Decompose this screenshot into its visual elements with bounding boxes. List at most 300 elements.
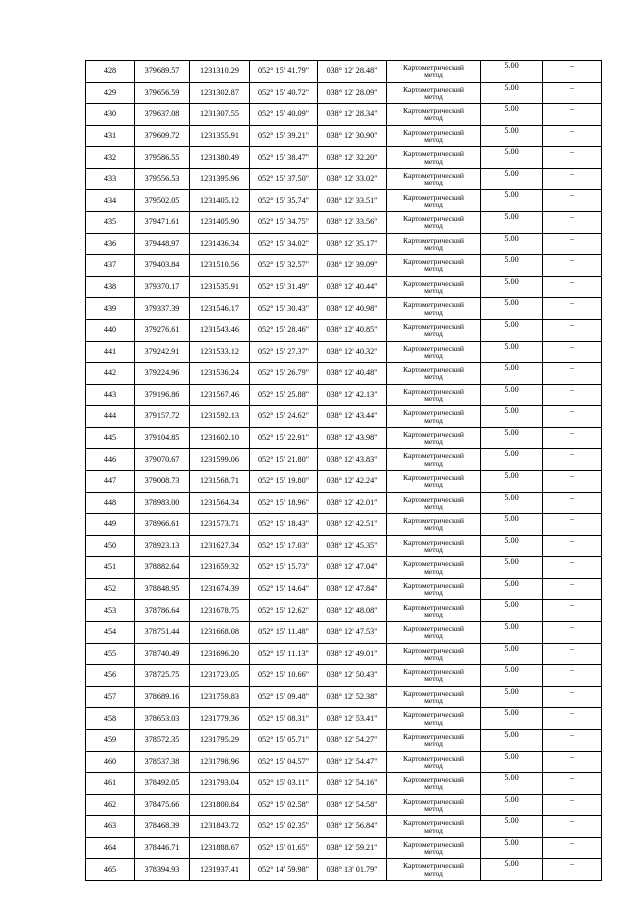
method-line-2: метод [424,458,443,468]
y-coordinate-cell: 1231567.46 [190,384,250,406]
method-line-2: метод [424,847,443,857]
longitude-cell: 038° 12' 28.09" [318,82,387,104]
x-coordinate-cell: 378689.16 [135,686,190,708]
y-coordinate-cell: 1231759.83 [190,686,250,708]
point-number-cell: 459 [86,729,135,751]
x-coordinate-cell: 378446.71 [135,837,190,859]
longitude-cell: 038° 12' 40.98" [318,298,387,320]
longitude-cell: 038° 12' 54.58" [318,794,387,816]
y-coordinate-cell: 1231659.32 [190,557,250,579]
point-number-cell: 428 [86,61,135,83]
method-line-1: Картометрический [403,429,464,439]
method-cell [387,190,481,212]
point-number-cell: 434 [86,190,135,212]
accuracy-cell: 5.00 [481,427,543,449]
longitude-cell: 038° 12' 30.90" [318,125,387,147]
description-cell: – [543,773,602,795]
method-line-2: метод [424,480,443,490]
table-row [86,449,602,471]
y-coordinate-cell: 1231888.67 [190,837,250,859]
description-cell: – [543,298,602,320]
method-line-1: Картометрический [403,408,464,418]
point-number-cell: 448 [86,492,135,514]
method-line-2: метод [424,803,443,813]
description-cell: – [543,363,602,385]
accuracy-cell: 5.00 [481,859,543,881]
table-row [86,104,602,126]
description-cell: – [543,212,602,234]
point-number-cell: 438 [86,276,135,298]
table-row [86,535,602,557]
latitude-cell: 052° 15' 17.03" [250,535,318,557]
method-line-2: метод [424,717,443,727]
table-row [86,600,602,622]
accuracy-cell: 5.00 [481,319,543,341]
method-line-1: Картометрический [403,127,464,137]
description-cell: – [543,600,602,622]
method-line-1: Картометрический [403,559,464,569]
accuracy-cell: 5.00 [481,492,543,514]
method-line-1: Картометрический [403,257,464,267]
accuracy-cell: 5.00 [481,212,543,234]
latitude-cell: 052° 15' 22.91" [250,427,318,449]
point-number-cell: 445 [86,427,135,449]
method-cell [387,363,481,385]
x-coordinate-cell: 378882.64 [135,557,190,579]
point-number-cell: 461 [86,773,135,795]
method-line-1: Картометрический [403,861,464,871]
x-coordinate-cell: 378725.75 [135,665,190,687]
accuracy-cell: 5.00 [481,104,543,126]
point-number-cell: 465 [86,859,135,881]
longitude-cell: 038° 12' 43.83" [318,449,387,471]
x-coordinate-cell: 378653.03 [135,708,190,730]
description-cell: – [543,61,602,83]
accuracy-cell: 5.00 [481,816,543,838]
x-coordinate-cell: 379586.55 [135,147,190,169]
x-coordinate-cell: 379403.84 [135,255,190,277]
description-cell: – [543,859,602,881]
y-coordinate-cell: 1231599.06 [190,449,250,471]
table-row [86,406,602,428]
description-cell: – [543,276,602,298]
latitude-cell: 052° 15' 08.31" [250,708,318,730]
method-line-1: Картометрический [403,580,464,590]
description-cell: – [543,665,602,687]
method-cell [387,729,481,751]
y-coordinate-cell: 1231573.71 [190,514,250,536]
accuracy-cell: 5.00 [481,751,543,773]
x-coordinate-cell: 378475.66 [135,794,190,816]
latitude-cell: 052° 15' 05.71" [250,729,318,751]
method-line-1: Картометрический [403,214,464,224]
method-line-2: метод [424,696,443,706]
point-number-cell: 444 [86,406,135,428]
x-coordinate-cell: 378492.05 [135,773,190,795]
method-line-1: Картометрический [403,170,464,180]
method-line-2: метод [424,70,443,80]
description-cell: – [543,341,602,363]
description-cell: – [543,816,602,838]
table-row [86,190,602,212]
method-line-1: Картометрический [403,106,464,116]
description-cell: – [543,319,602,341]
description-cell: – [543,514,602,536]
method-cell [387,622,481,644]
point-number-cell: 455 [86,643,135,665]
method-line-1: Картометрический [403,473,464,483]
latitude-cell: 052° 15' 32.57" [250,255,318,277]
method-cell [387,557,481,579]
latitude-cell: 052° 15' 27.37" [250,341,318,363]
point-number-cell: 446 [86,449,135,471]
x-coordinate-cell: 379609.72 [135,125,190,147]
longitude-cell: 038° 12' 40.85" [318,319,387,341]
description-cell: – [543,622,602,644]
longitude-cell: 038° 12' 56.84" [318,816,387,838]
method-line-1: Картометрический [403,343,464,353]
accuracy-cell: 5.00 [481,665,543,687]
latitude-cell: 052° 15' 37.50" [250,168,318,190]
latitude-cell: 052° 15' 38.47" [250,147,318,169]
method-line-2: метод [424,588,443,598]
y-coordinate-cell: 1231546.17 [190,298,250,320]
longitude-cell: 038° 12' 48.08" [318,600,387,622]
point-number-cell: 433 [86,168,135,190]
method-cell [387,298,481,320]
point-number-cell: 443 [86,384,135,406]
method-line-2: метод [424,868,443,878]
longitude-cell: 038° 12' 28.34" [318,104,387,126]
description-cell: – [543,190,602,212]
x-coordinate-cell: 379556.53 [135,168,190,190]
accuracy-cell: 5.00 [481,686,543,708]
longitude-cell: 038° 12' 49.01" [318,643,387,665]
latitude-cell: 052° 15' 01.65" [250,837,318,859]
x-coordinate-cell: 379689.57 [135,61,190,83]
table-row [86,794,602,816]
latitude-cell: 052° 15' 35.74" [250,190,318,212]
y-coordinate-cell: 1231436.34 [190,233,250,255]
y-coordinate-cell: 1231779.36 [190,708,250,730]
description-cell: – [543,233,602,255]
longitude-cell: 038° 12' 53.41" [318,708,387,730]
latitude-cell: 052° 15' 25.88" [250,384,318,406]
description-cell: – [543,751,602,773]
table-row [86,82,602,104]
point-number-cell: 447 [86,470,135,492]
x-coordinate-cell: 379157.72 [135,406,190,428]
point-number-cell: 432 [86,147,135,169]
method-line-1: Картометрический [403,300,464,310]
point-number-cell: 439 [86,298,135,320]
method-cell [387,104,481,126]
method-line-1: Картометрический [403,732,464,741]
method-line-2: метод [424,350,443,360]
y-coordinate-cell: 1231510.56 [190,255,250,277]
method-line-2: метод [424,393,443,403]
method-line-1: Картометрический [403,645,464,655]
table-row [86,557,602,579]
description-cell: – [543,168,602,190]
longitude-cell: 038° 12' 33.56" [318,212,387,234]
accuracy-cell: 5.00 [481,61,543,83]
method-line-1: Картометрический [403,818,464,828]
y-coordinate-cell: 1231535.91 [190,276,250,298]
accuracy-cell: 5.00 [481,557,543,579]
longitude-cell: 038° 12' 52.38" [318,686,387,708]
description-cell: – [543,384,602,406]
method-line-2: метод [424,825,443,835]
latitude-cell: 052° 15' 15.73" [250,557,318,579]
description-cell: – [543,837,602,859]
method-line-1: Картометрический [403,386,464,396]
x-coordinate-cell: 378751.44 [135,622,190,644]
method-line-2: метод [424,242,443,252]
table-row [86,729,602,751]
x-coordinate-cell: 379370.17 [135,276,190,298]
longitude-cell: 038° 12' 43.98" [318,427,387,449]
table-row [86,125,602,147]
y-coordinate-cell: 1231395.96 [190,168,250,190]
description-cell: – [543,794,602,816]
y-coordinate-cell: 1231592.13 [190,406,250,428]
longitude-cell: 038° 12' 54.27" [318,729,387,751]
description-cell: – [543,427,602,449]
method-line-1: Картометрический [403,796,464,806]
table-row [86,686,602,708]
longitude-cell: 038° 12' 33.51" [318,190,387,212]
accuracy-cell: 5.00 [481,233,543,255]
table-row [86,578,602,600]
x-coordinate-cell: 378848.95 [135,578,190,600]
point-number-cell: 429 [86,82,135,104]
accuracy-cell: 5.00 [481,406,543,428]
method-cell [387,406,481,428]
latitude-cell: 052° 15' 11.48" [250,622,318,644]
y-coordinate-cell: 1231536.24 [190,363,250,385]
coordinates-table [85,60,602,881]
y-coordinate-cell: 1231800.84 [190,794,250,816]
method-cell [387,816,481,838]
method-line-2: метод [424,523,443,533]
method-cell [387,859,481,881]
method-cell [387,535,481,557]
method-cell [387,665,481,687]
y-coordinate-cell: 1231302.87 [190,82,250,104]
latitude-cell: 052° 14' 59.98" [250,859,318,881]
latitude-cell: 052° 15' 11.13" [250,643,318,665]
method-line-1: Картометрический [403,278,464,288]
latitude-cell: 052° 15' 40.72" [250,82,318,104]
point-number-cell: 457 [86,686,135,708]
method-line-1: Картометрический [403,516,464,526]
method-line-1: Картометрический [403,537,464,547]
latitude-cell: 052° 15' 10.66" [250,665,318,687]
method-line-1: Картометрический [403,602,464,612]
x-coordinate-cell: 378572.35 [135,729,190,751]
latitude-cell: 052° 15' 24.62" [250,406,318,428]
y-coordinate-cell: 1231843.72 [190,816,250,838]
y-coordinate-cell: 1231793.04 [190,773,250,795]
x-coordinate-cell: 378468.39 [135,816,190,838]
accuracy-cell: 5.00 [481,773,543,795]
x-coordinate-cell: 378786.64 [135,600,190,622]
point-number-cell: 449 [86,514,135,536]
method-line-2: метод [424,199,443,209]
method-line-2: метод [424,545,443,554]
method-line-2: метод [424,782,443,792]
description-cell: – [543,492,602,514]
y-coordinate-cell: 1231696.20 [190,643,250,665]
accuracy-cell: 5.00 [481,449,543,471]
longitude-cell: 038° 12' 40.32" [318,341,387,363]
y-coordinate-cell: 1231674.39 [190,578,250,600]
point-number-cell: 456 [86,665,135,687]
accuracy-cell: 5.00 [481,298,543,320]
y-coordinate-cell: 1231307.55 [190,104,250,126]
latitude-cell: 052° 15' 28.46" [250,319,318,341]
method-line-2: метод [424,178,443,188]
x-coordinate-cell: 379242.91 [135,341,190,363]
point-number-cell: 453 [86,600,135,622]
method-line-2: метод [424,221,443,231]
accuracy-cell: 5.00 [481,363,543,385]
table-row [86,643,602,665]
method-cell [387,427,481,449]
accuracy-cell: 5.00 [481,794,543,816]
longitude-cell: 038° 12' 54.47" [318,751,387,773]
longitude-cell: 038° 12' 39.09" [318,255,387,277]
method-cell [387,212,481,234]
coordinates-document [85,60,601,881]
accuracy-cell: 5.00 [481,168,543,190]
latitude-cell: 052° 15' 18.96" [250,492,318,514]
x-coordinate-cell: 379276.61 [135,319,190,341]
method-line-1: Картометрический [403,624,464,634]
table-row [86,147,602,169]
method-line-2: метод [424,372,443,382]
longitude-cell: 038° 12' 28.48" [318,61,387,83]
method-cell [387,794,481,816]
point-number-cell: 451 [86,557,135,579]
method-line-1: Картометрический [403,688,464,698]
method-cell [387,773,481,795]
table-row [86,751,602,773]
y-coordinate-cell: 1231627.34 [190,535,250,557]
y-coordinate-cell: 1231568.71 [190,470,250,492]
table-row [86,298,602,320]
accuracy-cell: 5.00 [481,729,543,751]
method-line-1: Картометрический [403,192,464,202]
method-cell [387,276,481,298]
x-coordinate-cell: 378537.38 [135,751,190,773]
method-line-1: Картометрический [403,451,464,461]
x-coordinate-cell: 379337.39 [135,298,190,320]
y-coordinate-cell: 1231798.96 [190,751,250,773]
longitude-cell: 038° 12' 42.13" [318,384,387,406]
y-coordinate-cell: 1231937.41 [190,859,250,881]
accuracy-cell: 5.00 [481,622,543,644]
latitude-cell: 052° 15' 34.75" [250,212,318,234]
method-cell [387,233,481,255]
method-line-2: метод [424,286,443,296]
method-cell [387,837,481,859]
y-coordinate-cell: 1231405.12 [190,190,250,212]
table-row [86,319,602,341]
longitude-cell: 038° 12' 43.44" [318,406,387,428]
method-line-2: метод [424,631,443,641]
table-row [86,363,602,385]
y-coordinate-cell: 1231723.05 [190,665,250,687]
accuracy-cell: 5.00 [481,147,543,169]
method-line-2: метод [424,566,443,576]
latitude-cell: 052° 15' 18.43" [250,514,318,536]
longitude-cell: 038° 12' 47.84" [318,578,387,600]
longitude-cell: 038° 12' 42.24" [318,470,387,492]
x-coordinate-cell: 378983.00 [135,492,190,514]
x-coordinate-cell: 378740.49 [135,643,190,665]
x-coordinate-cell: 379448.97 [135,233,190,255]
point-number-cell: 462 [86,794,135,816]
x-coordinate-cell: 379008.73 [135,470,190,492]
method-cell [387,492,481,514]
method-cell [387,147,481,169]
description-cell: – [543,557,602,579]
point-number-cell: 441 [86,341,135,363]
latitude-cell: 052° 15' 26.79" [250,363,318,385]
description-cell: – [543,125,602,147]
method-cell [387,514,481,536]
table-row [86,384,602,406]
x-coordinate-cell: 379224.96 [135,363,190,385]
method-line-2: метод [424,113,443,123]
description-cell: – [543,82,602,104]
latitude-cell: 052° 15' 03.11" [250,773,318,795]
table-row [86,341,602,363]
accuracy-cell: 5.00 [481,514,543,536]
longitude-cell: 038° 12' 40.48" [318,363,387,385]
latitude-cell: 052° 15' 21.80" [250,449,318,471]
accuracy-cell: 5.00 [481,643,543,665]
method-line-2: метод [424,760,443,770]
description-cell: – [543,708,602,730]
method-line-1: Картометрический [403,753,464,763]
method-line-2: метод [424,329,443,339]
table-body [86,61,602,881]
accuracy-cell: 5.00 [481,82,543,104]
description-cell: – [543,535,602,557]
table-row [86,212,602,234]
description-cell: – [543,255,602,277]
method-cell [387,319,481,341]
method-cell [387,600,481,622]
table-row [86,837,602,859]
latitude-cell: 052° 15' 39.21" [250,125,318,147]
latitude-cell: 052° 15' 04.57" [250,751,318,773]
accuracy-cell: 5.00 [481,384,543,406]
y-coordinate-cell: 1231533.12 [190,341,250,363]
method-cell [387,255,481,277]
description-cell: – [543,449,602,471]
longitude-cell: 038° 12' 40.44" [318,276,387,298]
accuracy-cell: 5.00 [481,578,543,600]
table-row [86,470,602,492]
description-cell: – [543,729,602,751]
method-line-2: метод [424,135,443,145]
method-cell [387,751,481,773]
y-coordinate-cell: 1231564.34 [190,492,250,514]
